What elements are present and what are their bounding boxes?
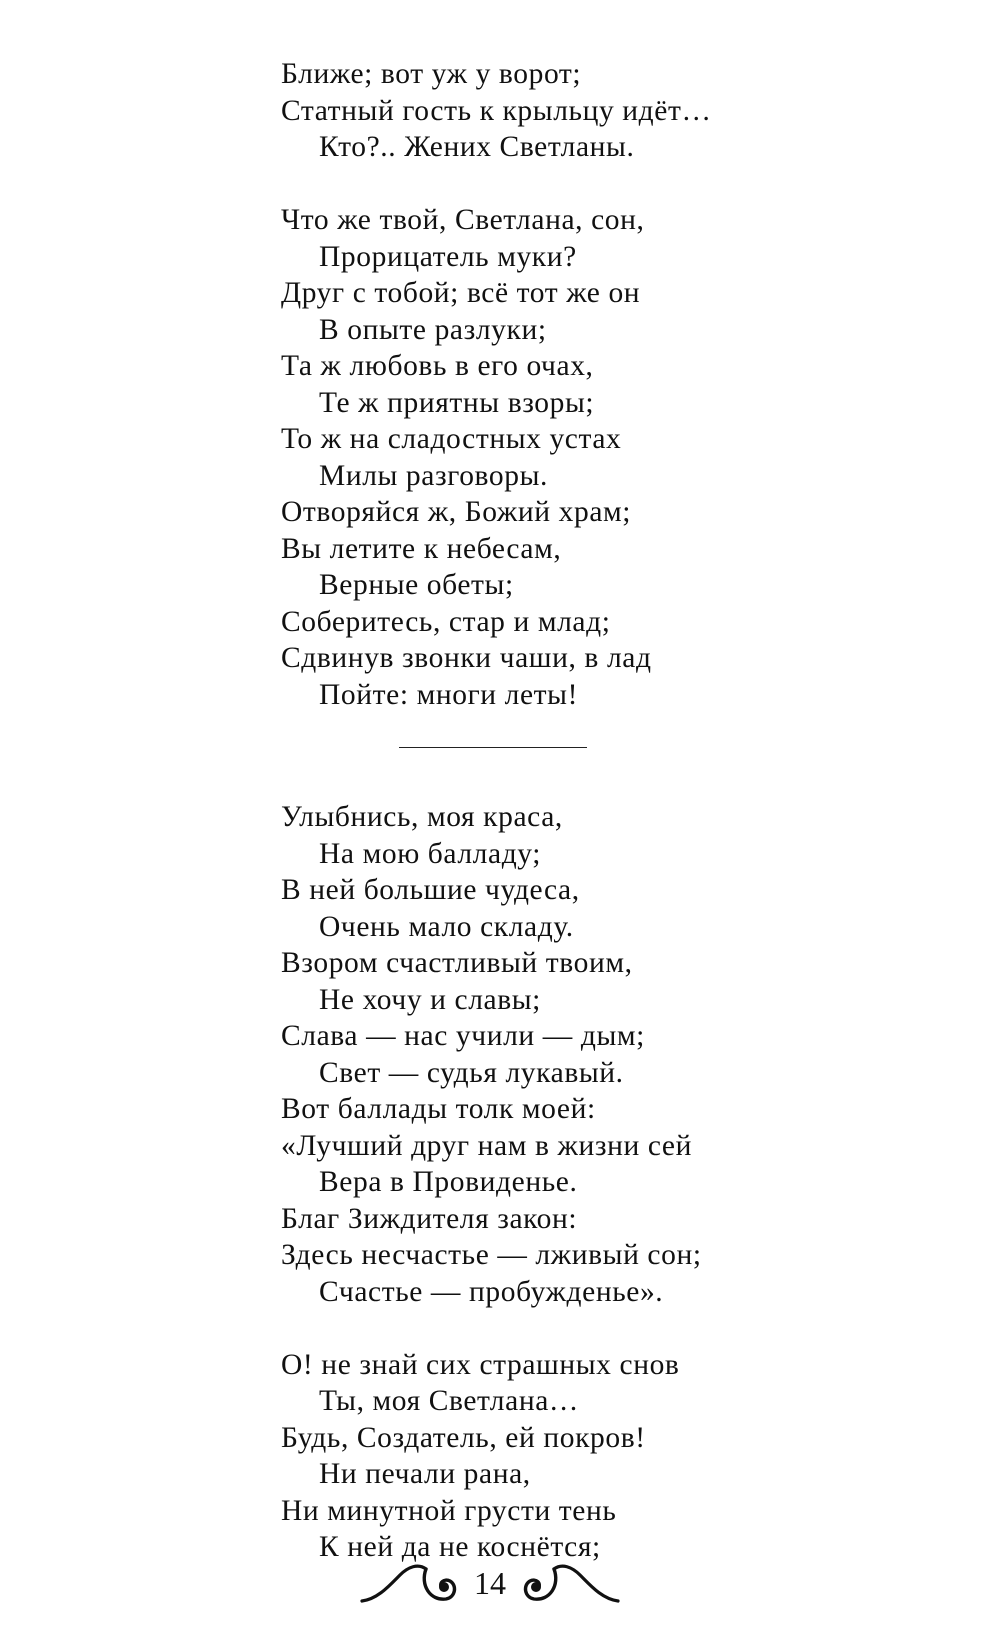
verse-line: Улыбнись, моя краса, bbox=[281, 801, 563, 833]
verse-line: Счастье — пробужденье». bbox=[319, 1275, 664, 1308]
verse-line: Очень мало складу. bbox=[319, 910, 574, 943]
verse-line: Соберитесь, стар и млад; bbox=[281, 605, 611, 638]
verse-line: В ней большие чудеса, bbox=[281, 874, 580, 906]
verse-line: Ты, моя Светлана… bbox=[319, 1385, 579, 1417]
verse-line: Кто?.. Жених Светланы. bbox=[319, 131, 635, 163]
verse-line: Милы разговоры. bbox=[319, 459, 548, 492]
verse-line: На мою балладу; bbox=[319, 837, 542, 870]
verse-line: Сдвинув звонки чаши, в лад bbox=[281, 642, 652, 674]
page-number: 14 bbox=[474, 1565, 506, 1601]
stanza bbox=[281, 202, 981, 713]
verse-line: Свет — судья лукавый. bbox=[319, 1056, 624, 1089]
poem-text bbox=[281, 56, 981, 1566]
verse-line: Прорицатель муки? bbox=[319, 240, 577, 273]
verse-line: Не хочу и славы; bbox=[319, 983, 541, 1016]
verse-line: Благ Зиждителя закон: bbox=[281, 1202, 578, 1235]
verse-line: Ближе; вот уж у ворот; bbox=[281, 58, 582, 90]
stanza-gap bbox=[281, 166, 981, 203]
verse-line: К ней да не коснётся; bbox=[319, 1531, 601, 1563]
verse-line: Верные обеты; bbox=[319, 569, 514, 601]
stanza-gap bbox=[281, 1310, 981, 1347]
page-footer bbox=[360, 1555, 620, 1615]
verse-line: В опыте разлуки; bbox=[319, 313, 547, 346]
verse-line: Пойте: многи леты! bbox=[319, 678, 579, 711]
verse-line: Будь, Создатель, ей покров! bbox=[281, 1421, 646, 1454]
swirl-ornament-left-icon bbox=[360, 1555, 460, 1615]
verse-line: Вера в Провиденье. bbox=[319, 1166, 578, 1198]
verse-line: Слава — нас учили — дым; bbox=[281, 1020, 645, 1052]
verse-line: Вот баллады толк моей: bbox=[281, 1093, 596, 1125]
verse-line: Ни печали рана, bbox=[319, 1458, 531, 1490]
stanza bbox=[281, 799, 981, 1310]
verse-line: То ж на сладостных устах bbox=[281, 423, 622, 455]
verse-line: Отворяйся ж, Божий храм; bbox=[281, 496, 632, 528]
verse-line: Что же твой, Светлана, сон, bbox=[281, 204, 645, 236]
verse-line: Те ж приятны взоры; bbox=[319, 386, 595, 419]
verse-line: Друг с тобой; всё тот же он bbox=[281, 277, 641, 309]
verse-line: О! не знай сих страшных снов bbox=[281, 1348, 680, 1381]
verse-line: Взором счастливый твоим, bbox=[281, 947, 633, 979]
stanza bbox=[281, 56, 981, 166]
verse-line: Та ж любовь в его очах, bbox=[281, 350, 594, 382]
swirl-ornament-right-icon bbox=[520, 1555, 620, 1615]
verse-line: Ни минутной грусти тень bbox=[281, 1494, 617, 1527]
verse-line: «Лучший друг нам в жизни сей bbox=[281, 1129, 693, 1162]
stanza bbox=[281, 1347, 981, 1566]
verse-line: Вы летите к небесам, bbox=[281, 532, 562, 565]
verse-line: Статный гость к крыльцу идёт… bbox=[281, 94, 712, 127]
verse-line: Здесь несчастье — лживый сон; bbox=[281, 1239, 702, 1271]
section-divider bbox=[399, 747, 587, 748]
